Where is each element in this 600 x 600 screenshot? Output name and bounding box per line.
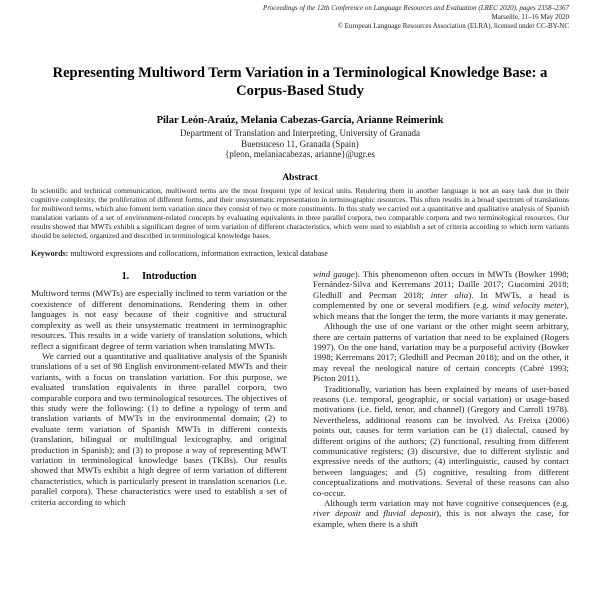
paragraph: Although term variation may not have cognitive consequences (e.g. river deposit and fluvial deposit), this is not always the case, for example, when there is a shift	[313, 498, 569, 529]
address: Buensuceso 11, Granada (Spain)	[241, 138, 359, 149]
paragraph: Traditionally, variation has been explained by means of user-based reasons (i.e. temporal, geographic, or social variation) or usage-based motivations (i.e. field, tenor, and channel) (Gregory and Carroll 1978). Nevertheless, additional reasons can be involved. As Freixa (2006) points out, causes for term variation can be (1) dialectal, caused by different origins of the authors; (2) functional, resulting from different communicative registers; (3) discursive, due to different stylistic and expressive needs of the authors; (4) interlinguistic, caused by contact between languages; and (5) cognitive, resulting from different conceptualizations and motivations. Several of these reasons can also co-occur.	[313, 383, 569, 498]
section-number: 1.	[121, 271, 130, 283]
author-names: Pilar León-Araúz, Melania Cabezas-García, Arianne Reimerink	[156, 115, 444, 126]
paragraph: We carried out a quantitative and qualitative analysis of the Spanish translations of a set of 98 English environment-related MWTs and their variants, with a focus on translation variation. For this purpose, we evaluated translation equivalents in three parallel corpora, two comparable corpora and two terminological resources. The objectives of this study were the following: (1) to define a typology of term and translation variants of MWTs in the environmental domain; (2) to evaluate term variation of Spanish MWTs in different contexts (translation, bilingual or multilingual lexicography, and original production in Spanish); and (3) to propose a way of representing MWT variation in terminological knowledge bases (TKBs). Our results showed that MWTs exhibit a high degree of term variation of different characteristics, which is particularly present in translation scenarios (i.e. parallel corpora). These characteristics were used to establish a set of criteria according to which	[31, 350, 287, 507]
two-column-body	[31, 269, 569, 529]
left-column	[31, 269, 287, 529]
paragraph: Multiword terms (MWTs) are especially inclined to term variation or the coexistence of different denominations. Rendering them in other languages is not easy because of their cognitive and structural complexity as well as their unsystematic treatment in terminographic resources. This results in a wide variety of translation solutions, which reflect a significant degree of term variation when translating MWTs.	[31, 288, 287, 351]
section-1-heading	[31, 272, 287, 282]
abstract-text: In scientific and technical communication, multiword terms are the most frequent type of lexical units. Rendering them in another language is not an easy task due to their cognitive complexity, the proliferation of different forms, and their unsystematic representation in terminographic resources. This often results in a broad spectrum of translations for multiword terms, which also foment term variation since they consist of two or more constituents. In this study we carried out a quantitative and qualitative analysis of Spanish translation variants of a set of environment-related concepts by evaluating equivalents in three parallel corpora, two comparable corpora and two terminological resources. Our results showed that MWTs exhibit a significant degree of term variation of different characteristics, which were used to establish a set of criteria according to which term variants should be selected, organized and described in terminological knowledge bases.	[31, 185, 569, 240]
keywords-line	[31, 249, 569, 258]
paragraph: wind gauge). This phenomenon often occurs in MWTs (Bowker 1998; Fernández-Silva and Kerremans 2011; Daille 2017; Giacomini 2018; Gledhill and Pecman 2018; inter alia). In MWTs, a head is complemented by one or several modifiers (e.g. wind velocity meter), which means that the longer the term, the more variants it may generate.	[313, 269, 570, 321]
abstract-heading: Abstract	[282, 172, 318, 183]
paper-title: Representing Multiword Term Variation in a Terminological Knowledge Base: a Corpus-Based Study	[52, 65, 548, 99]
proceedings-license: © European Language Resources Association (ELRA), licensed under CC-BY-NC	[337, 22, 569, 30]
keywords-text: multiword expressions and collocations, information extraction, lexical database	[68, 249, 328, 259]
right-column	[313, 269, 569, 529]
proceedings-header	[31, 4, 569, 31]
section-title: Introduction	[142, 271, 197, 283]
affiliation: Department of Translation and Interpreting, University of Granada	[180, 128, 420, 138]
paragraph: Although the use of one variant or the other might seem arbitrary, there are certain patterns of variation that need to be explained (Rogers 1997). On the one hand, variation may be a purposeful activity (Bowker 1998; Kerremans 2017; Gledhill and Pecman 2018); and on the other, it may reveal the neological nature of certain concepts (Cabré 1993; Picton 2011).	[313, 321, 569, 384]
email: {pleon, melaniacabezas, arianne}@ugr.es	[224, 149, 376, 159]
keywords-label: Keywords:	[31, 249, 69, 259]
proceedings-citation: Proceedings of the 12th Conference on Language Resources and Evaluation (LREC 2020), pages 2358–2367	[262, 4, 569, 12]
proceedings-venue-date: Marseille, 11–16 May 2020	[491, 13, 569, 21]
